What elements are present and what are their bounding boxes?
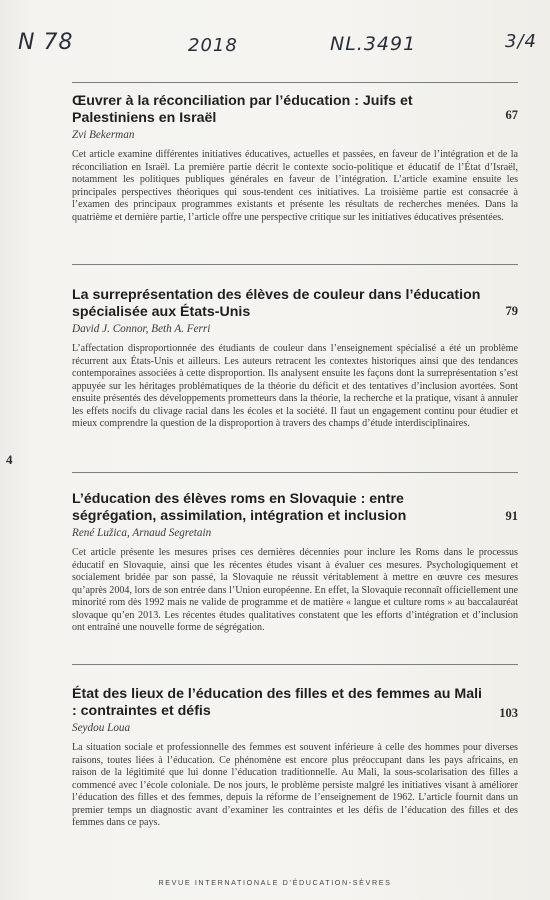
article-abstract: Cet article présente les mesures prises ces dernières décennies pour inclure les Roms dans le processus éducatif en Slovaquie, ainsi que les récentes études visant à évaluer ces mesures. Psychologiquement et socialement bridée par son passé, la Slovaquie ne réussit véritablement à mettre en œuvre ces mesures qu’après 2004, lors de son entrée dans l’Union européenne. En effet, la Slovaquie reconnaît officiellement une minorité rom dès 1992 mais ne valide de programme et de matière « langue et culture roms » au baccalauréat slovaque qu’en 2013. Les récentes études qualitatives constatent que les efforts d’intégration et d’inclusion ont entraîné une nouvelle forme de ségrégation. [72,547,518,634]
article-entry [72,93,518,224]
handwritten-year: 2018 [188,35,238,56]
section-divider [72,664,518,665]
article-page-number: 103 [499,706,518,720]
article-page-number: 79 [505,304,518,318]
section-divider [72,472,518,473]
article-title[interactable]: État des lieux de l’éducation des filles et des femmes au Mali : contraintes et défis [72,686,482,719]
article-title[interactable]: Œuvrer à la réconciliation par l’éducation : Juifs et Palestiniens en Israël [72,93,413,126]
article-title[interactable]: L’éducation des élèves roms en Slovaquie : entre ségrégation, assimilation, intégration et inclusion [72,491,407,524]
article-abstract: L’affectation disproportionnée des étudiants de couleur dans l’enseignement spécialisé a été un problème récurrent aux États-Unis et ailleurs. Les auteurs retracent les contextes historiques ainsi que des tendances contemporaines associées à cette disproportion. Ils analysent ensuite les façons dont la surreprésentation s’est appuyée sur les héritages problématiques de la théorie du déficit et des tentatives d’inclusion avortées. Sont ensuite présentés des développements prometteurs dans la théorie, la recherche et la pratique, visant à annuler les effets nocifs du clivage racial dans les écoles et la société. Il faut un engagement continu pour étudier et mieux comprendre la question de la disproportion à travers des champs d’étude interdisciplinaires. [72,343,518,430]
article-entry [72,287,518,431]
article-authors: René Lužica, Arnaud Segretain [72,527,212,539]
handwritten-mark: N 78 [18,30,74,55]
journal-footer: REVUE INTERNATIONALE D’ÉDUCATION-SÈVRES [158,878,392,887]
article-title[interactable]: La surreprésentation des élèves de couleur dans l’éducation spécialisée aux États-Unis [72,287,481,320]
section-divider [72,264,518,265]
section-divider [72,82,518,83]
article-abstract: Cet article examine différentes initiatives éducatives, actuelles et passées, en faveur de l’intégration et de la réconciliation en Israël. La première partie décrit le contexte socio-politique et éducatif de l’État d’Israël, notamment les politiques publiques générales en faveur de l’intégration. L’article examine ensuite les principales perspectives théoriques qui sous-tendent ces initiatives. La troisième partie est consacrée à l’examen des principaux programmes existants et présente les résultats de recherches menées. Dans la quatrième et dernière partie, l’article offre une perspective critique sur les initiatives éducatives présentées. [72,149,518,223]
article-authors: David J. Connor, Beth A. Ferri [72,323,211,335]
side-page-number: 4 [6,452,13,467]
article-entry [72,686,518,830]
article-authors: Zvi Bekerman [72,129,135,141]
article-abstract: La situation sociale et professionnelle des femmes est souvent inférieure à celle des hommes pour diverses raisons, toutes liées à l’éducation. Ce phénomène est encore plus préoccupant dans les pays africains, en raison de la légitimité que lui donne l’éducation traditionnelle. Au Mali, la sous-scolarisation des filles a commencé avec l’école coloniale. De nos jours, le problème persiste malgré les initiatives visant à améliorer l’éducation des filles et des femmes, depuis la réforme de l’enseignement de 1962. L’article fournit dans un premier temps un diagnostic avant d’examiner les contraintes et les défis de l’éducation des filles et des femmes dans ce pays. [72,742,518,829]
handwritten-fraction: 3/4 [505,31,537,52]
handwritten-reference: NL.3491 [330,33,417,55]
article-authors: Seydou Loua [72,722,131,734]
article-page-number: 67 [505,108,518,122]
article-page-number: 91 [505,509,518,523]
article-entry [72,491,518,635]
